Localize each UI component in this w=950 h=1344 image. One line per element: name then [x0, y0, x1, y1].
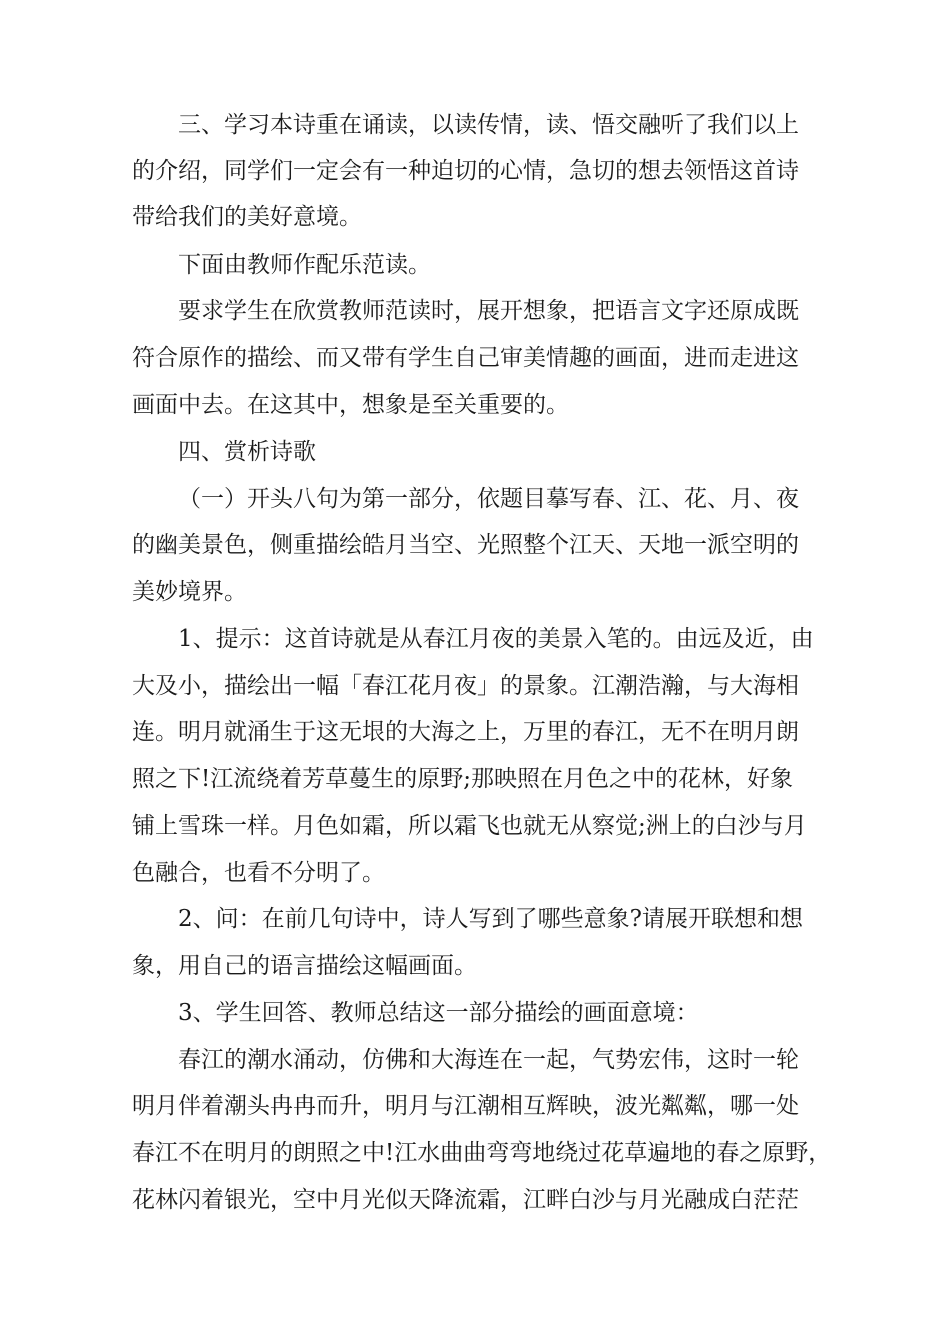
paragraph-line: 春江的潮水涌动，仿佛和大海连在一起，气势宏伟，这时一轮: [178, 1047, 799, 1073]
paragraph-line: 的介绍，同学们一定会有一种迫切的心情，急切的想去领悟这首诗: [132, 158, 799, 184]
paragraph-line: 大及小，描绘出一幅「春江花月夜」的景象。江潮浩瀚，与大海相: [132, 673, 799, 699]
paragraph-line: 3、学生回答、教师总结这一部分描绘的画面意境：: [178, 1000, 699, 1026]
paragraph-line: 1、提示：这首诗就是从春江月夜的美景入笔的。由远及近，由: [178, 626, 814, 652]
paragraph-line: 花林闪着银光，空中月光似天降流霜，江畔白沙与月光融成白茫茫: [132, 1187, 799, 1213]
paragraph-line: 春江不在明月的朗照之中!江水曲曲弯弯地绕过花草遍地的春之原野，: [132, 1140, 832, 1166]
paragraph-line: 要求学生在欣赏教师范读时，展开想象，把语言文字还原成既: [178, 298, 799, 324]
paragraph-line: 明月伴着潮头冉冉而升，明月与江潮相互辉映，波光粼粼，哪一处: [132, 1093, 799, 1119]
paragraph-line: 三、学习本诗重在诵读，以读传情，读、悟交融听了我们以上: [178, 112, 799, 138]
paragraph-line: （一）开头八句为第一部分，依题目摹写春、江、花、月、夜: [178, 486, 799, 512]
paragraph-line: 色融合，也看不分明了。: [132, 860, 385, 886]
paragraph-line: 连。明月就涌生于这无垠的大海之上，万里的春江，无不在明月朗: [132, 719, 799, 745]
paragraph-line: 下面由教师作配乐范读。: [178, 252, 431, 278]
section-heading: 四、赏析诗歌: [178, 439, 316, 465]
paragraph-line: 照之下!江流绕着芳草蔓生的原野;那映照在月色之中的花林，好象: [132, 766, 793, 792]
paragraph-line: 美妙境界。: [132, 579, 247, 605]
paragraph-line: 画面中去。在这其中，想象是至关重要的。: [132, 392, 569, 418]
paragraph-line: 象，用自己的语言描绘这幅画面。: [132, 953, 477, 979]
paragraph-line: 符合原作的描绘、而又带有学生自己审美情趣的画面，进而走进这: [132, 345, 799, 371]
paragraph-line: 铺上雪珠一样。月色如霜，所以霜飞也就无从察觉;洲上的白沙与月: [132, 813, 807, 839]
paragraph-line: 2、问：在前几句诗中，诗人写到了哪些意象?请展开联想和想: [178, 906, 803, 932]
paragraph-line: 的幽美景色，侧重描绘皓月当空、光照整个江天、天地一派空明的: [132, 532, 799, 558]
paragraph-line: 带给我们的美好意境。: [132, 204, 362, 230]
